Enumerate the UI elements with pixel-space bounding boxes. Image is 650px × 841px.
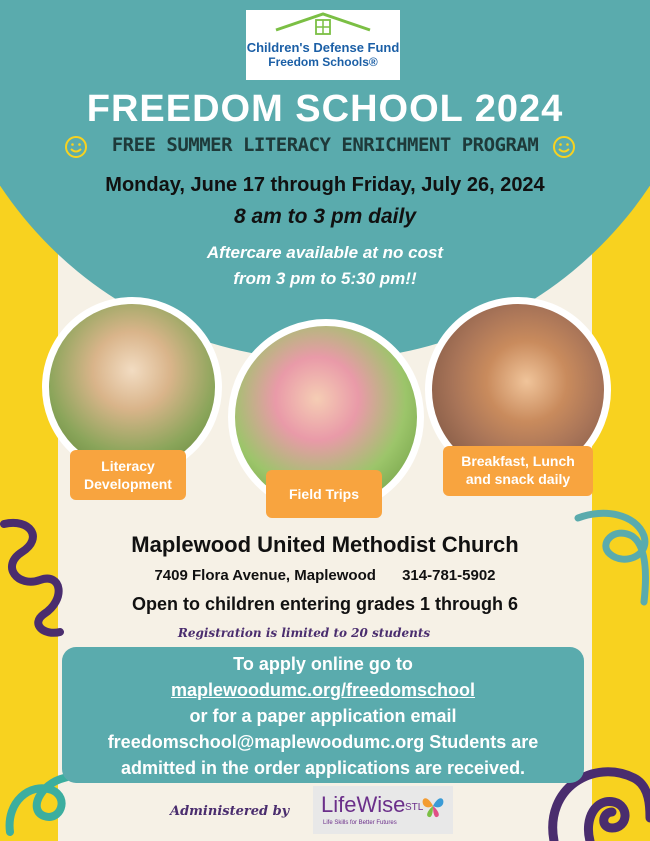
subtitle: FREE SUMMER LITERACY ENRICHMENT PROGRAM: [111, 134, 539, 156]
feature-label-literacy: [70, 450, 186, 500]
feature-label-line: Literacy: [101, 458, 155, 474]
feature-label-field-trips: [266, 470, 382, 518]
lifewise-tagline: Life Skills for Better Futures: [323, 820, 397, 826]
logo-text-line2: Freedom Schools®: [268, 55, 378, 69]
lifewise-suffix: STL: [405, 802, 424, 813]
house-icon: [246, 10, 400, 42]
apply-line3: freedomschool@maplewoodumc.org Students are: [107, 732, 539, 752]
program-hours: 8 am to 3 pm daily: [233, 205, 417, 228]
page-title: FREEDOM SCHOOL 2024: [86, 88, 564, 130]
apply-link[interactable]: maplewoodumc.org/freedomschool: [170, 680, 476, 700]
feature-label-line: Breakfast, Lunch: [461, 453, 575, 469]
logo-text-line1: Children's Defense Fund: [246, 40, 400, 55]
cdf-logo: [246, 10, 400, 80]
registration-limit: Registration is limited to 20 students: [177, 626, 431, 640]
apply-line1: To apply online go to: [233, 654, 413, 674]
lifewise-name: LifeWise: [321, 792, 406, 817]
lifewise-logo: [313, 786, 453, 834]
church-address: 7409 Flora Avenue, Maplewood: [154, 567, 376, 584]
feature-label-line: Development: [84, 476, 172, 492]
church-address-line: [0, 567, 650, 584]
church-phone: 314-781-5902: [402, 567, 496, 584]
feature-label-line: Field Trips: [288, 486, 359, 502]
apply-line4: admitted in the order applications are received.: [120, 758, 526, 778]
apply-info-box: [62, 647, 584, 783]
administered-by: Administered by: [170, 804, 290, 819]
feature-label-meals: [443, 446, 593, 496]
aftercare-line2: from 3 pm to 5:30 pm!!: [233, 269, 417, 288]
aftercare-info: [0, 240, 650, 292]
program-dates: Monday, June 17 through Friday, July 26, 2024: [105, 174, 545, 196]
eligibility-info: Open to children entering grades 1 through 6: [131, 594, 519, 614]
apply-line2: or for a paper application email: [189, 706, 457, 726]
church-name: Maplewood United Methodist Church: [131, 532, 519, 557]
feature-label-line: and snack daily: [465, 471, 571, 487]
smiley-icon: [552, 135, 576, 159]
aftercare-line1: Aftercare available at no cost: [206, 243, 444, 262]
butterfly-icon: [419, 792, 447, 820]
